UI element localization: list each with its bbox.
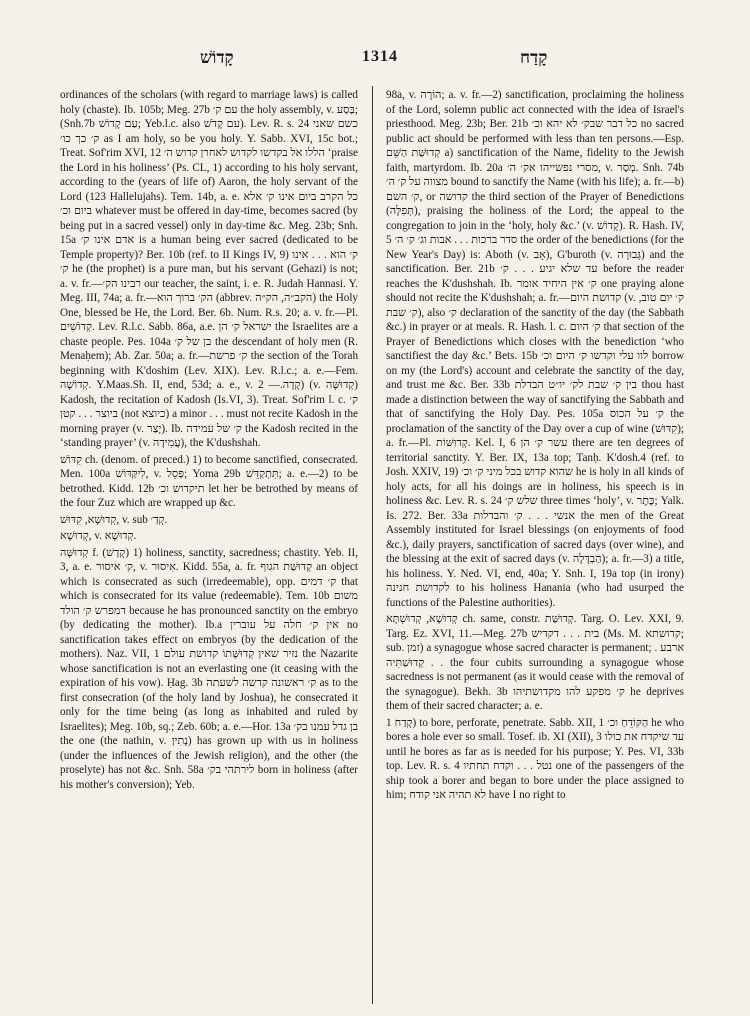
- entry-kadosh-continued: ordinances of the scholars (with regard to marriage laws) is called holy (chaste). Ib. 105b; Meg. 27b עם ק׳ the holy assembly, v. בְּסַע; (Snh.7b עַם קָדוֹשׁ; Yeb.l.c. also עם קָדֹשׁ). Lev. R. s. 24 כשם שאני ק׳ כך כו׳ as I am holy, so be you holy. Y. Sabb. XVI, 15c bot.; Treat. Sof'rim XVI, 12 הללו אל בקדשו לקדוש לאחרן קדוש ה׳ ‘praise the Lord in his holiness’ (Ps. CL, 1) according to his holy servant, according to the (years of life of) Aaron, the holy servant of the Lord (123 Hallelujahs). Tem. 14b, a. e. כל הקרב ביום אינו ק׳ אלא ביום וכ׳ whatever must be offered in day-time, becomes sacred (by being put in a sacred vessel) only in day-time &c. Meg. 23b; Snh. 15a אדם אינו ק׳ is a human being ever sacred (dedicated to be Temple property)? Ber. 10b (ref. to II Kings IV, 9) ק׳ הוא . . . אינו ק׳ he (the prophet) is a pure man, but his servant (Gehazi) is not; a. v. fr.—רבינו הק׳ our teacher, the saint, i. e. R. Judah Hannasi. Y. Meg. III, 74a; a. fr.—הק׳ ברוך הוא (abbrev. הקב״ה, הק״ה) the Holy One, blessed be He, the Lord. Ber. 6b. Num. R.s. 20; a. v. fr.—Pl. קְדוֹשִׁים. Lev. R.l.c. Sabb. 86a, a.e. ישראל ק׳ הן the Israelites are a chaste people. Pes. 104a בן של ק׳ the descendant of holy men (R. Menaḥem); Ab. Zar. 50a; a. fr.—ק׳ פרשת the section of the Torah beginning with K'doshim (Lev. XIX). Lev. R.l.c.; a. e.—Fem. קְדוֹשָׁה. Y.Maas.Sh. II, end, 53d; a. e., v. קָדָה.— 2) (v. קְדוּשָּׁה) Kadosh, the recitation of Kadosh (Is.VI, 3). Treat. Sof'rim l. c. ק׳ ביוצר . . . קטן (not כיוצא) a minor . . . must not recite Kadosh in the morning prayer (v. יָצַר). Ib. ק׳ של עמידה the Kadosh recited in the ‘standing prayer’ (v. עֲמִידָה), the K'dushshah.: [60, 89, 358, 449]
- entry-kiddush: קִדּוֹשׁ ch. (denom. of preced.) 1) to become sanctified, consecrated. Men. 100a לִיקַּדּוֹשׁ, v. פְּסֵל; Yoma 29b תִּתְקַדֵּשׁ; a. e.—2) to be betrothed. Kidd. 12b תיקדוש וכ׳ let her be betrothed by means of the four Zuz which are wrapped up &c.: [60, 453, 358, 509]
- right-column: [386, 88, 684, 1008]
- page-header: [60, 48, 700, 74]
- entry-kedusha-ref: קְדוּשָׁא, קִדּוּשׁ, v. sub קְדַ׳.: [60, 513, 168, 526]
- entry-kedushta: קְדוּשָׁא, קְדוּשְׁתָּא ch. same, constr. קְדוּשַּׁת. Targ. O. Lev. XXI, 9. Targ. Ez. XVI, 11.—Meg. 27b בית . . . דקדיש (Ms. M. קדושתא; sub. זמן) a synagogue whose sacred character is permanent; ארבע . . . קְדוּשַׁתִּיה the four cubits surrounding a synagogue whose sacredness is not permanent (as it would cease with the removal of the synagogue). Bekh. 3b ק׳ מפקע להו מקדושתיהו he deprives them of their sacred character; a. e.: [386, 613, 684, 712]
- entry-kedushah: קְדוּשָּׁה f. (קָדַשׁ) 1) holiness, sanctity, sacredness; chastity. Yeb. II, 3, a. e. ק׳ איסור, v. אִיסוּר. Kidd. 55a, a. fr. קְדוּשַּׁת הגוף an object which is consecrated as such (irredeemable), opp. ק׳ דמים that which is consecrated for its value (redeemable). Tem. 10b משום דמפרש ק׳ הולד because he has pronounced sanctity on the embryo (by dedicating the mother). Ib.a אין ק׳ חלה על עוברין no sanctification takes effect on embryos (by the dedication of the mothers). Naz. VII, 1 נזיר שאין קְדוּשָּׁתוֹ קדושת עולם the Nazarite whose sanctification is not an everlasting one (it ceasing with the expiration of his vow). Ḥag. 3b ק׳ ראשונה קדשה לשעתה as to the first consecration (of the holy land by Joshua), he consecrated it only for the time being (as long as inhabited and ruled by Israelites); Meg. 10b, sq.; Zeb. 60b; a. e.—Hor. 13a בן גדל עמנו בק׳ the one (the nathin, v. נָתִין) has grown up with us in holiness (under the influences of the Jewish religion), and the other (the proselyte) has not &c. Snh. 58a לירתהי בק׳ born in holiness (after his mother's conversion); Yeb.: [60, 546, 358, 791]
- column-divider: [372, 86, 373, 1004]
- header-right-word: קָדַח: [520, 48, 548, 67]
- entry-kedusha-ref-2: קְדוּשָׁא, v. קְדוּשָׁא.: [60, 530, 137, 542]
- entry-kedushah-continued: 98a, v. הוֹרָה; a. v. fr.—2) sanctification, proclaiming the holiness of the Lord, solemn public act connected with the idea of Israel's priesthood. Meg. 23b; Ber. 21b כל דבר שבק׳ לא יהא וכ׳ no sacred public act should be performed with less than ten persons.—Esp. קְדוּשַּׁת הַשֵּׁם a) sanctification of the Name, fidelity to the Jewish faith, martyrdom. Ib. 20a מסרי נפשייהו אק׳ ה׳, v. מְסַר. Snh. 74b מצווה על ק׳ ה׳ bound to sanctify the Name (with his life); a. fr.—b) ק׳ השם, or קדושה the third section of the Prayer of Benedictions (תְּפִלָּה), praising the holiness of the Lord; the appeal to the congregation to join in the ‘holy, holy &c.’ (v. קָדוֹשׁ). R. Hash. IV, 5 סדר ברכות . . . אבות וג׳ ק׳ ה׳ the order of the benedictions (for the New Year's Day) is: Aboth (v. אָב), G'buroth (v. גְּבוּרָה) and the sanctification. Ber. 21b עד שלא יגיע . . . ק׳ before the reader reaches the K'dushshah. Ib. ק׳ אין היחיד אומר one praying alone should not recite the K'dushshah; a. fr.—קדושת היום (v. ק׳ יום טוב, ק׳ שבת), also ק׳ declaration of the sanctity of the day (the Sabbath &c.) in prayer or at meals. R. Hash. l. c. ק׳ היום that section of the Prayer of Benedictions which closes with the benediction ‘who sanctifiest the day &c.’ Bets. 15b לוו עלי וקדשו ק׳ היום וכ׳ borrow on my (the Lord's) account and celebrate the sanctity of the day, and trust me &c. Ber. 33b בין ק׳ שבת לק׳ יו״ט הבדלת thou hast made a distinction between the way of sanctifying the Sabbath and that of sanctifying the Holy Day. Pes. 105a ק׳ על הכוס the proclamation of the sanctity of the Day over a cup of wine (קִדּוּשׁ); a. fr.—Pl. קְדוּשּׁוֹת. Kel. I, 6 עשר ק׳ הן there are ten degrees of territorial sanctity. Y. Ber. IX, 13a top; Tanḥ. K'dosh.4 (ref. to Josh. XXIV, 19) שהוא קדוש בכל מיני ק׳ וכ׳ he is holy in all kinds of holy acts, for all his doings are in holiness, his speech is in holiness &c. Lev. R. s. 24 שלש ק׳ three times ‘holy’, v. כֶּתֶר; Yalk. Is. 272. Ber. 33a אנשי . . . ק׳ והבדלות the men of the Great Assembly instituted for Israel blessings (on enjoyments of food &c.), daily prayers, sanctification of sacred days (over wine), and the blessing at the exit of sacred days (v. הַבְדָּלָה); a. fr.—3) a title, his holiness. Y. Ned. VI, end, 40a; Y. Snh. I, 19a top (in irony) לקדושת חנינה to his holiness Hanania (who had usurped the functions of the Palestine authorities).: [386, 89, 684, 609]
- page-number: 1314: [362, 48, 398, 65]
- header-left-word: קָדוֹשׁ: [200, 48, 234, 67]
- left-column: [60, 88, 358, 1008]
- entry-kadah: קָדַח 1) to bore, perforate, penetrate. Sabb. XII, 1 הַקּוֹדֵחַ וכ׳ he who bores a hole ever so small. Tosef. ib. XI (XII), 3 עד שיקדח את כולו until he bores as far as is needed for his purpose; Y. Pes. VI, 33b top. Lev. R. s. 4 נטל . . . וקדח תחתיו one of the passengers of the ship took a borer and began to bore under the place assigned to him; לא תהיה אני קודח have I no right to: [386, 716, 684, 801]
